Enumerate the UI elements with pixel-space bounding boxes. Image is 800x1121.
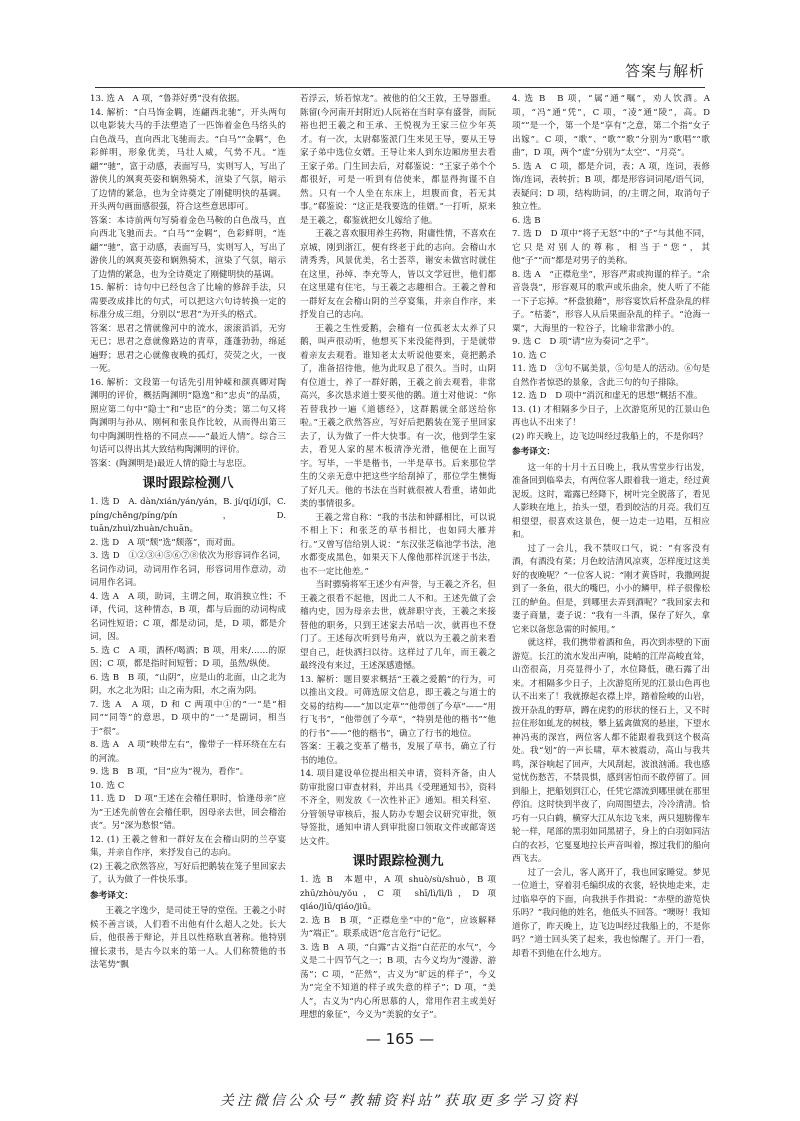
list-item: 2. 选 B B 项，“正襟危坐”中的“危”，应该解释为“端正”。联系成语“危言危行”记忆。	[300, 915, 496, 939]
answer-15-analysis: 15. 解析：诗句中已经包含了比喻的修辞手法，只需要改成排比的句式，可以把这六句诗转换一定的标准分成三组，分别以“思君”为开头的格式。	[90, 283, 286, 320]
answer-14-answer: 答案：本诗前两句写骑着金色马鞍的白色战马，直向西北飞驰而去。“白马”“金羁”，色彩鲜明，“连翩”“驰”，富于动感，表面写马，实则写人，写出了游侠儿的飒爽英姿和娴熟骑术，渲染了气氛，暗示了边情的紧急，也为全诗奠定了刚健明快的基调。	[90, 215, 286, 280]
translation-paragraph: 若浮云，矫若惊龙”。被他的伯父王敦，王导器重。陈留(今河南开封附近)人阮裕在当时享有盛誉，而阮裕也把王羲之和王承、王悦视为王家三位少年英才。有一次，太尉郗鉴派门生来见王导，要从王导家子弟中选位女婿。王导让来人到东边厢房里去看王家子弟。门生回去后，对郗鉴说：“王家子弟个个都很好，可是一听到有信使来，都显得拘谨不自然。只有一个人坐在东床上，坦腹而食，若无其事。”郗鉴说：“这正是我要选的佳婿。”一打听，原来是王羲之，郗鉴就把女儿嫁给了他。	[300, 94, 496, 226]
list-item: 7. 选 A A 项，D 和 C 两项中①的“一”是“相同”“同等”的意思，D 项中的“一”是副词，相当于“很”。	[90, 699, 286, 737]
list-item: 3. 选 B A 项，“白露”古义指“白茫茫的水气”，今义是二十四节气之一；B 项，古今义均为“漫游、游荡”；C 项，“茫然”，古义为“旷远的样子”，今义为“完全不知道的样子或失意的样子”；D 项，“美人”，古义为“内心所思慕的人，常用作君主或美好理想的象征”，今义为“美貌的女子”。	[300, 942, 496, 1020]
translation-paragraph: 王羲之喜欢服用养生药物，附庸性情，不喜欢在京城，刚到浙江，便有终老于此的志向。会稽山水清秀秀，风景优美，名士荟萃，谢安未做官时就住在这里，孙绰、李充等人，皆以文学冠世，他们都在这里建有住宅，与王羲之志趣相合。王羲之曾和一群好友在会稽山阴的兰亭宴集，并亲自作序，来抒发自己的志向。	[300, 229, 496, 320]
list-item: 2. 选 D A 项“颓”选“颓落”，而对面。	[90, 537, 241, 548]
list-item: 8. 选 A A 项“映带左右”，像带子一样环绕在左右的河流。	[90, 740, 286, 764]
list-item: 4. 选 A A 项，助词，主谓之间，取消独立性；不译，代词，这种情态，B 项，都与后面的动词构成名词性短语；C 项，都是动词，是，D 项，都是介词，因。	[90, 591, 286, 642]
translation-paragraph: 当时骠骑将军王述少有声誉，与王羲之齐名，但王羲之很看不起他，因此二人不和。王述先做了会稽内史，因为母亲去世，就辞职守丧，王羲之来接替他的职务，只到王述家去吊唁一次，就再也不登门了。王述每次听到号角声，就以为王羲之前来看望自己，赶快洒扫以待。这样过了几年，而王羲之最终没有来过，王述深感遗憾。	[300, 580, 496, 671]
section-heading-9: 课时跟踪检测九	[352, 854, 444, 869]
list-item: 7. 选 D D 项中“将子无怒”中的“子”与其他不同，它只是对别人的尊称，相当于“您”，其他“子”“而”都是对男子的美称。	[512, 229, 710, 266]
translation-paragraph: 王羲之生性爱鹅，会稽有一位孤老太太养了只鹅，叫声很动听，他想买下来没能得到，于是就带着亲友去观看。谁知老太太听说他要来，竟把鹅杀了，准备招待他，他为此叹息了很久。当时，山阴有位道士，养了一群好鹅，王羲之前去观看，非常高兴，多次恳求道士要买他的鹅。道士对他说：“你若替我抄一遍《道德经》，这群鹅就全部送给你啦。”王羲之欣然答应，写好后把鹅装在笼子里回家去了，认为做了一件大快事。有一次，他到学生家去，看见人家的屋木板清净光滑，他便在上面写字。写毕，一半是楷书，一半是草书。后来那位学生的父亲无意中把这些字给刮掉了，那位学生懊悔了好几天。他的书法在当时就很被人看重，诸如此类的事情很多。	[300, 323, 496, 509]
translation-paragraph: 过了一会儿，我不禁叹口气，说：“有客没有酒，有酒没有菜；月色皎洁清风凉爽，怎样度过这美好的夜晚呢？”一位客人说：“刚才黄昏时，我撒网捉到了一条鱼，很大的嘴巴，小小的鳞甲，样子很像松江的鲈鱼。但是，到哪里去弄到酒呢？”我回家去和妻子商量，妻子说：“我有一斗酒，保存了好久，拿它来以备您急需的时候用。”	[512, 543, 710, 635]
list-item: 1. 选 D A. dàn/xián/yán/yán，B. jí/qí/jí/jǐ，C. píng/chěng/píng/pín，D. tuān/zhuì/zhuàn/chuān。	[90, 497, 286, 534]
list-item: 6. 选 B B 项，“山阴”，应是山的北面，山之北为阴，水之北为阳；山之南为阳，水之南为阴。	[90, 672, 286, 696]
list-item: 9. 选 B B 项，“目”应为“视为，看作”。	[90, 767, 249, 777]
list-item: 12. 选 D D 项中“消沉和虚无的思想”概括不准。	[512, 391, 703, 401]
list-item: 13. 解析：题目要求概括“王羲之爱鹅”的行为，可以推出文段。可筛选原文信息，即王羲之与道士的交易的结构——“加以定草”“他带创了今草”——“用行飞书”，“他带创了今草”，“特别是他的楷书”“他的行书”——“他的楷书”，确立了行书的地位。	[300, 674, 496, 739]
list-item: (2) 王羲之欣然答应，写好后把鹅装在笼子里回家去了，认为做了一件快乐事。	[90, 861, 286, 885]
list-item: 10. 选 C	[512, 350, 547, 361]
list-item: 9. 选 C D 项“请”应为奏词“之乎”。	[512, 337, 654, 347]
list-item: 3. 选 D ①②③④⑤⑥⑦⑧依次为形容词作名词，名词作动词，动词用作名词，形容词用作意动，动词用作名词。	[90, 551, 286, 588]
answer-16-analysis: 16. 解析：文段第一句话先引用钟嵘和颜真卿对陶渊明的评价，概括陶渊明“隐逸”和“忠贞”的品质，照应第二句中“隐士”和“忠臣”的分类；第二句又将陶渊明与孙从、刚柯和张良作比较，从而得出第三句中陶渊明性格的不同点——“最近人情”。综合三句话可以得出其大致结构陶渊明的评价。	[90, 377, 286, 455]
answer-16-answer: 答案：(陶渊明是)最近人情的隐士与忠臣。	[90, 458, 252, 469]
list-item: 11. 选 D ③句不属美景，⑤句是人的活动。⑥句是自然作者惊恐的景象，含此三句的句子排除。	[512, 364, 710, 388]
footer-note: 关注微信公众号“教辅资料站”获取更多学习资料	[219, 1093, 581, 1109]
list-item: 13. (1) 才相隔多少日子，上次游览所见的江景山色再也认不出来了！	[512, 404, 710, 428]
list-item: 5. 选 C A 项，酒杯/喝酒；B 项，用来/……的原因；C 项，都是指时间短暂；D 项，虽然/纵使。	[90, 645, 286, 669]
list-item: 10. 选 C	[90, 780, 125, 791]
list-item: 14. 项目建设单位提出相关申请，资料齐备，由人防审批窗口审查材料，并出具《受理通知书》，资料不齐全，则发放《一次性补正》通知。相关科室、分管领导审核后，报人防办专题会议研究审批，领导签批，通知申请人到审批窗口领取文件或邮寄送达文件。	[300, 769, 496, 847]
translation-paragraph: 就这样，我们携带着酒和鱼，再次到赤壁的下面游览。长江的流水发出声响，陡峭的江岸高峻直耸，山峦很高，月亮显得小了，水位降低，礁石露了出来。才相隔多少日子，上次游览所见的江景山色再也认不出来了！我就撩起衣襟上岸，踏着险峻的山岩，拨开杂乱的野草，蹲在虎豹的形状的怪石上，又不时拉住形如虬龙的树枝，攀上猛禽做窝的悬崖，下望水神冯夷的深宫，两位客人都不能跟着我到这个极高处。我“划”的一声长啸，草木被震动，高山与我共鸣，深谷响起了回声，大风刮起，波浪汹涌。我也感觉忧伤愁苦，不禁畏惧，感到害怕而不敢停留了。回到船上，把船划到江心，任凭它漂流到哪里就在那里停泊。这时快到半夜了，向周围望去，冷冷清清。恰巧有一只白鹤，横穿大江从东边飞来，两只翅膀像车轮一样，尾部的黑羽如同黑裙子，身上的白羽如同洁白的衣衫，它戛戛地拉长声音叫着，擦过我们的船向西飞去。	[512, 638, 710, 864]
section-heading-8: 课时跟踪检测八	[142, 476, 234, 491]
translation-paragraph: 这一年的十月十五日晚上，我从雪堂步行出发，准备回到临皋去，有两位客人跟着我一道走，经过黄泥坂。这时，霜露已经降下，树叶完全脱落了，看见人影映在地上，抬头一望，看到皎洁的月亮。我们互相望望，很喜欢这景色，便一边走一边唱，互相应和。	[512, 462, 710, 540]
translation-paragraph: 王羲之常自称：“我的书法和钟繇相比，可以说不相上下；和张芝的草书相比，也如同大雁并行。”又曾写信给别人说：“东汉张芝临池学书法，池水都变成黑色，如果天下人像他那样沉迷于书法，也不一定比他差。”	[300, 512, 496, 577]
list-item: 12. (1) 王羲之曾和一群好友在会稽山阴的兰亭宴集，并亲自作序，来抒发自己的志向。	[90, 834, 286, 858]
translation-paragraph: 过了一会儿，客人离开了，我也回家睡觉。梦见一位道士，穿着羽毛编织成的衣裳，轻快地走来，走过临皋亭的下面，向我拱手作揖说：“赤壁的游览快乐吗？”我问他的姓名，他低头不回答。“噢呀！我知道你了，昨天晚上，边飞边叫经过我船上的，不是你吗？”道士回头笑了起来，我也惊醒了。开门一看，却看不到他在什么地方。	[512, 867, 710, 959]
column-left	[90, 93, 286, 1021]
page-header	[95, 55, 705, 88]
content-columns	[90, 93, 710, 1021]
page-number: — 165 —	[365, 1030, 435, 1048]
list-item: 8. 选 A “正襟危坐”，形容严肃或拘谨的样子。“余音袅袅”，形容观耳的歌声或乐曲余，使人听了不能一下子忘掉。“杯盘狼藉”，形容宴饮后杯盘杂乱的样子。“枯萎”，形容人从后果面杂乱的样子。“沧海一粟”，大海里的一粒谷子，比喻非常渺小的。	[512, 269, 710, 334]
header-title: 答案与解析	[624, 62, 705, 80]
list-item: (2) 昨天晚上，边飞边叫经过我船上的，不是你吗？	[512, 431, 708, 442]
answer-14-analysis: 14. 解析：“白马饰金羁，连翩西北驰”，开头两句以电影装大马的手法塑造了一匹饰着金色马络头的白色战马，直向西北飞驰而去。“白马”“金羁”，色彩鲜明，形象优美，马壮人威，气势不凡。“连翩”“驰”，富于动感，表面写马，实则写人，写出了游侠儿的飒爽英姿和娴熟骑术，渲染了气氛，暗示了边情的紧急，也为全诗奠定了刚健明快的基调。开头两句画面感很强，符合这些意思即可。	[90, 107, 286, 212]
list-item: 1. 选 B 本题中，A 项 shuò/sù/shuò，B 项 zhū/zhòu/yǒu，C 项 shī/lì/lì/lì，D 项 qiáo/jiū/qiáo/jiū。	[300, 875, 496, 912]
answer-15-answer: 答案：思君之情就像河中的流水，滚滚滔滔，无穷无已；思君之意就像路边的青草，蓬蓬勃勃，绵延遍野；思君之心就像夜晚的孤灯，荧荧之火，一夜一死。	[90, 323, 286, 374]
reference-translation-label: 参考译文：	[512, 447, 555, 457]
column-middle	[300, 93, 496, 1021]
translation-paragraph: 王羲之字逸少，是司徒王导的堂侄。王羲之小时候不善言谈，人们看不出他有什么超人之处。长大后，他很善于辩论，并且以性格耿直著称。他特别擅长隶书，是古今以来的第一人。人们称赞他的书法笔势“飘	[90, 906, 286, 970]
list-item: 11. 选 D D 项“王述在会稽任职时，恰逢母亲”应为“王述先前曾在会稽任职，因母亲去世，回会稽治丧”。另“深为愁恨”错。	[90, 794, 286, 831]
list-item: 答案：王羲之变革了楷书，发展了草书，确立了行书的地位。	[300, 742, 496, 766]
column-right	[512, 93, 710, 1021]
list-item: 4. 选 B B 项，“属”通“嘱”，劝人饮酒。A 项，“冯”通“凭”，C 项，“凌”通“陵”，高。D 项“”是一个，第一个是“享有”之意，第二个指“女子出嫁”。C 项，“歌”、“歌”“歌”分别为“歌唱”“歌曲”，D 项，两个“虚”分别为“太空”、“月亮”。	[512, 94, 710, 158]
reference-translation-label: 参考译文：	[90, 890, 133, 901]
answer-13: 13. 选 A A 项，“鲁莽好勇”没有依据。	[90, 94, 245, 104]
list-item: 5. 选 A C 项，都是介词，表；A 项，连词，表修饰/连词，表转折；B 项，都是形容词词尾/语气词，表疑问；D 项，结构助词，的/主谓之间，取消句子独立性。	[512, 161, 710, 212]
list-item: 6. 选 B	[512, 215, 541, 226]
